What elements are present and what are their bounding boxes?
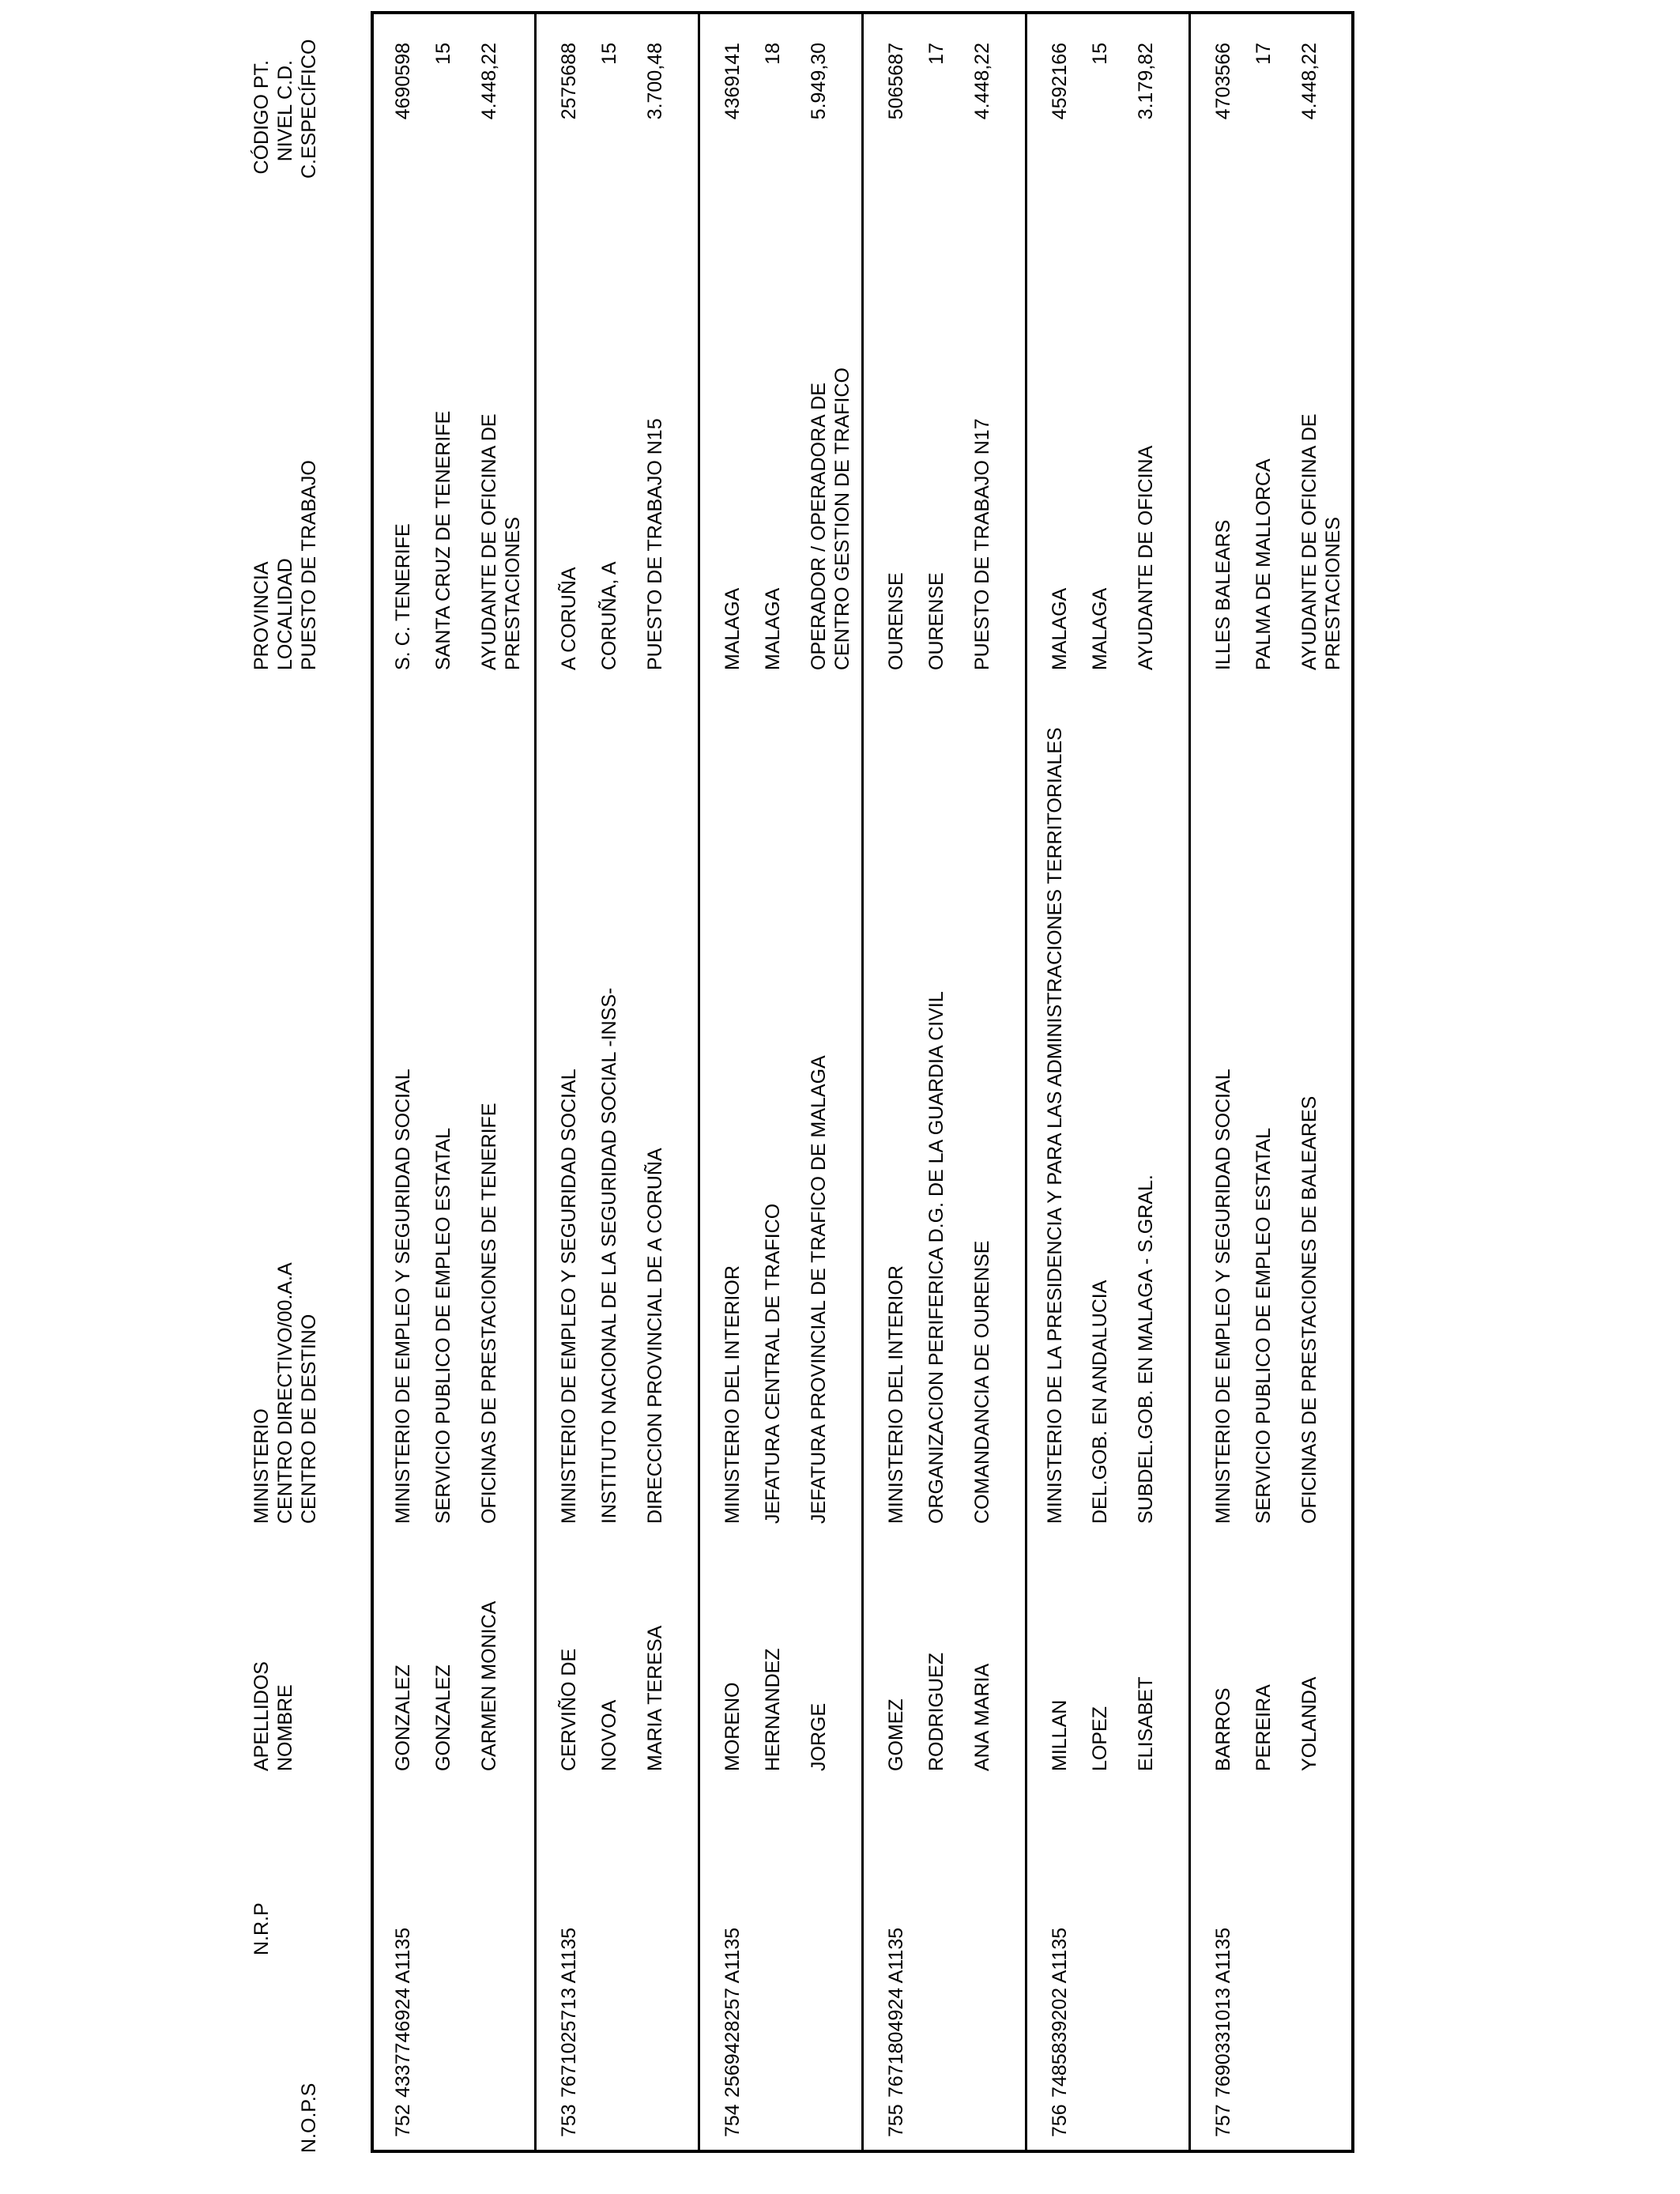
- record-provincia: MALAGA: [721, 587, 744, 670]
- record-especifico: 3.179,82: [1135, 43, 1157, 120]
- record-ministerio: MINISTERIO DEL INTERIOR: [721, 1265, 744, 1524]
- record-localidad: CORUÑA, A: [598, 561, 620, 670]
- record-centro-destino: OFICINAS DE PRESTACIONES DE BALEARES: [1298, 1095, 1320, 1524]
- record-localidad: MALAGA: [1089, 587, 1111, 670]
- header-nrp: [250, 1902, 273, 1955]
- record-codigo: 2575688: [558, 43, 580, 120]
- record-especifico: 4.448,22: [1298, 43, 1320, 120]
- record-centro-directivo: JEFATURA CENTRAL DE TRAFICO: [762, 1203, 784, 1524]
- record-centro-destino: JEFATURA PROVINCIAL DE TRAFICO DE MALAGA: [808, 1055, 830, 1524]
- record-nops: 754: [721, 2104, 744, 2137]
- record-puesto: PUESTO DE TRABAJO N15: [644, 418, 666, 670]
- record-nivel: 17: [925, 43, 947, 65]
- record-nombre: YOLANDA: [1298, 1676, 1320, 1771]
- header-ministerio-centro: [250, 1262, 321, 1524]
- record-row: [1188, 11, 1351, 2153]
- record-row: [698, 11, 861, 2153]
- record-centro-destino: COMANDANCIA DE OURENSE: [971, 1240, 993, 1524]
- record-especifico: 4.448,22: [478, 43, 500, 120]
- record-nombre: CARMEN MONICA: [478, 1600, 500, 1771]
- record-localidad: OURENSE: [925, 572, 947, 670]
- record-localidad: MALAGA: [762, 587, 784, 670]
- header-apellidos-nombre: [250, 1661, 297, 1771]
- record-ministerio: MINISTERIO DE EMPLEO Y SEGURIDAD SOCIAL: [558, 1069, 580, 1524]
- record-centro-destino: DIRECCION PROVINCIAL DE A CORUÑA: [644, 1148, 666, 1524]
- record-especifico: 3.700,48: [644, 43, 666, 120]
- record-centro-destino: SUBDEL.GOB. EN MALAGA - S.GRAL.: [1135, 1174, 1157, 1524]
- record-centro-directivo: DEL.GOB. EN ANDALUCIA: [1089, 1280, 1111, 1524]
- record-apellido1: CERVIÑO DE: [558, 1648, 580, 1771]
- record-nivel: 15: [1089, 43, 1111, 65]
- record-nrp: 7485839202 A1135: [1049, 1927, 1071, 2098]
- header-codigo-nivel-especifico: [250, 39, 321, 179]
- record-apellido2: PEREIRA: [1252, 1684, 1275, 1771]
- record-apellido1: MORENO: [721, 1682, 744, 1771]
- record-nops: 752: [392, 2104, 414, 2137]
- record-apellido2: LOPEZ: [1089, 1706, 1111, 1771]
- record-codigo: 4703566: [1212, 43, 1234, 120]
- record-nrp: 7671025713 A1135: [558, 1927, 580, 2098]
- header-especifico-label: C.ESPECÍFICO: [298, 39, 320, 179]
- header-codigo-label: CÓDIGO PT.: [250, 60, 273, 175]
- record-localidad: PALMA DE MALLORCA: [1252, 458, 1275, 670]
- record-ministerio: MINISTERIO DEL INTERIOR: [885, 1265, 907, 1524]
- record-centro-directivo: SERVICIO PUBLICO DE EMPLEO ESTATAL: [432, 1127, 454, 1524]
- record-apellido2: HERNANDEZ: [762, 1648, 784, 1771]
- record-nivel: 17: [1252, 43, 1275, 65]
- record-nops: 755: [885, 2104, 907, 2137]
- record-apellido1: GONZALEZ: [392, 1664, 414, 1771]
- record-puesto: AYUDANTE DE OFICINA: [1135, 445, 1157, 670]
- record-nrp: 7690331013 A1135: [1212, 1927, 1234, 2098]
- record-nivel: 15: [598, 43, 620, 65]
- record-puesto: AYUDANTE DE OFICINA DE PRESTACIONES: [478, 413, 524, 670]
- record-codigo: 4690598: [392, 43, 414, 120]
- record-nops: 757: [1212, 2104, 1234, 2137]
- record-provincia: S. C. TENERIFE: [392, 523, 414, 670]
- record-nombre: ELISABET: [1135, 1676, 1157, 1771]
- record-nops: 753: [558, 2104, 580, 2137]
- record-ministerio: MINISTERIO DE LA PRESIDENCIA Y PARA LAS ADMINISTRACIONES TERRITORIALES: [1044, 727, 1066, 1524]
- record-codigo: 4592166: [1049, 43, 1071, 120]
- record-nops: 756: [1049, 2104, 1071, 2137]
- header-provincia-localidad-puesto: [250, 460, 321, 670]
- record-apellido1: BARROS: [1212, 1687, 1234, 1771]
- record-row: [371, 11, 534, 2153]
- record-nombre: MARIA TERESA: [644, 1625, 666, 1771]
- header-nivel-label: NIVEL C.D.: [274, 60, 296, 162]
- record-apellido1: MILLAN: [1049, 1699, 1071, 1771]
- header-nops: [250, 2083, 321, 2153]
- record-puesto: PUESTO DE TRABAJO N17: [971, 418, 993, 670]
- record-especifico: 5.949,30: [808, 43, 830, 120]
- record-codigo: 4369141: [721, 43, 744, 120]
- header-localidad-label: LOCALIDAD: [274, 558, 296, 670]
- header-nops-label: N.O.P.S: [298, 2083, 320, 2153]
- record-apellido2: GONZALEZ: [432, 1664, 454, 1771]
- record-row: [534, 11, 698, 2153]
- header-puesto-label: PUESTO DE TRABAJO: [298, 460, 320, 670]
- record-apellido2: NOVOA: [598, 1699, 620, 1771]
- record-provincia: ILLES BALEARS: [1212, 519, 1234, 670]
- header-nrp-label: N.R.P: [250, 1902, 273, 1955]
- record-especifico: 4.448,22: [971, 43, 993, 120]
- record-nrp: 7671804924 A1135: [885, 1927, 907, 2098]
- record-apellido1: GOMEZ: [885, 1698, 907, 1771]
- record-codigo: 5065687: [885, 43, 907, 120]
- record-centro-directivo: ORGANIZACION PERIFERICA D.G. DE LA GUARDIA CIVIL: [925, 991, 947, 1524]
- record-centro-directivo: INSTITUTO NACIONAL DE LA SEGURIDAD SOCIAL -INSS-: [598, 987, 620, 1524]
- record-nrp: 4337746924 A1135: [392, 1927, 414, 2098]
- record-puesto: OPERADOR / OPERADORA DE CENTRO GESTION DE TRAFICO: [808, 368, 853, 670]
- record-ministerio: MINISTERIO DE EMPLEO Y SEGURIDAD SOCIAL: [392, 1069, 414, 1524]
- record-nivel: 15: [432, 43, 454, 65]
- record-nrp: 2569428257 A1135: [721, 1927, 744, 2098]
- header-centro-directivo-label: CENTRO DIRECTIVO/00.A.A: [274, 1262, 296, 1524]
- header-centro-destino-label: CENTRO DE DESTINO: [298, 1314, 320, 1524]
- record-centro-directivo: SERVICIO PUBLICO DE EMPLEO ESTATAL: [1252, 1127, 1275, 1524]
- record-row: [861, 11, 1025, 2153]
- record-puesto: AYUDANTE DE OFICINA DE PRESTACIONES: [1298, 413, 1344, 670]
- record-nombre: ANA MARIA: [971, 1663, 993, 1771]
- header-nombre-label: NOMBRE: [274, 1684, 296, 1771]
- record-nivel: 18: [762, 43, 784, 65]
- record-ministerio: MINISTERIO DE EMPLEO Y SEGURIDAD SOCIAL: [1212, 1069, 1234, 1524]
- record-provincia: MALAGA: [1049, 587, 1071, 670]
- record-row: [1025, 11, 1188, 2153]
- record-provincia: A CORUÑA: [558, 567, 580, 670]
- record-centro-destino: OFICINAS DE PRESTACIONES DE TENERIFE: [478, 1103, 500, 1524]
- record-provincia: OURENSE: [885, 572, 907, 670]
- header-apellidos-label: APELLIDOS: [250, 1661, 273, 1771]
- record-nombre: JORGE: [808, 1702, 830, 1771]
- header-ministerio-label: MINISTERIO: [250, 1408, 273, 1524]
- record-apellido2: RODRIGUEZ: [925, 1653, 947, 1771]
- record-localidad: SANTA CRUZ DE TENERIFE: [432, 410, 454, 670]
- header-provincia-label: PROVINCIA: [250, 561, 273, 670]
